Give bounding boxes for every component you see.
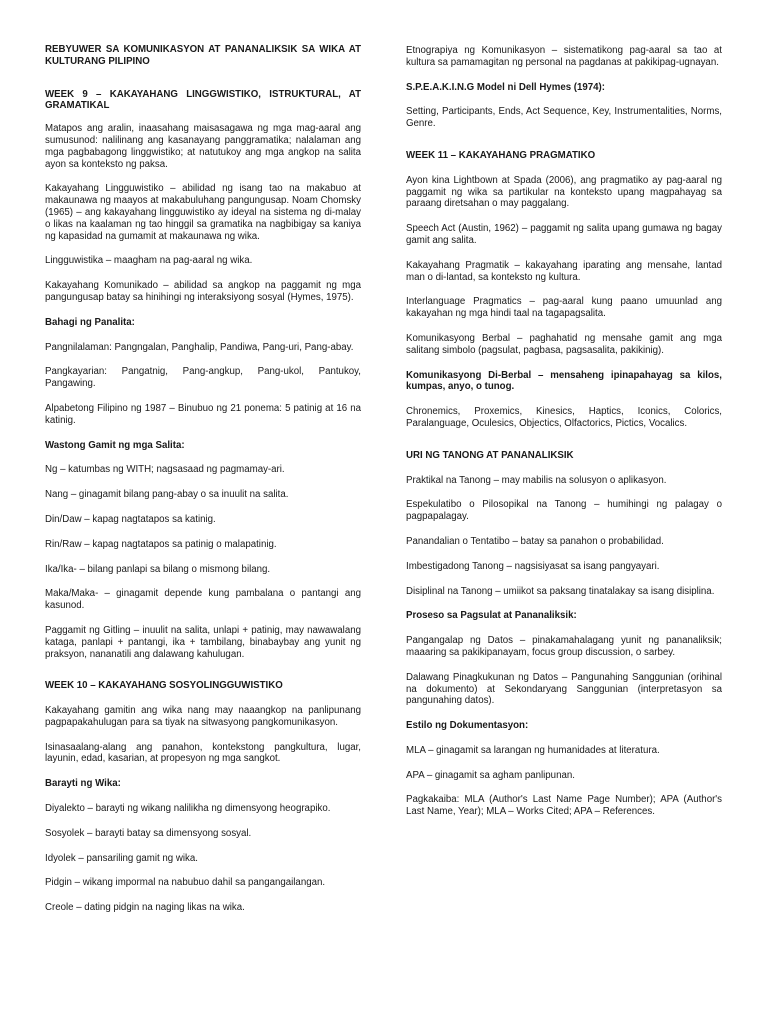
pangangalap-item: Pangangalap ng Datos – pinakamahalagang yunit ng pananaliksik; maaaring sa pakikipanayam, focus group discussion, o sarbey. [406, 635, 722, 658]
ng-item: Ng – katumbas ng WITH; nagsasaad ng pagmamay-ari. [45, 464, 285, 476]
di-berbal-list: Chronemics, Proxemics, Kinesics, Haptics, Iconics, Colorics, Paralanguage, Oculesics, Objectics, Olfactorics, Pictics, Vocalics. [406, 406, 722, 429]
barayti-heading: Barayti ng Wika: [45, 778, 121, 790]
berbal-item: Komunikasyong Berbal – paghahatid ng mensahe gamit ang mga salitang simbolo (pagsulat, pagbasa, pagsasalita, pakikinig). [406, 332, 722, 356]
ika-item: Ika/Ika- – bilang panlapi sa bilang o mismong bilang. [45, 563, 271, 575]
idyolek-item: Idyolek – pansariling gamit ng wika. [45, 852, 198, 864]
uri-heading: URI NG TANONG AT PANANALIKSIK [406, 449, 574, 461]
pragmatik-item: Kakayahang Pragmatik – kakayahang iparating ang mensahe, lantad man o di-lantad, sa konteksto ng kultura. [406, 259, 722, 283]
proseso-heading: Proseso sa Pagsulat at Pananaliksik: [406, 610, 577, 622]
espekulatibo-item: Espekulatibo o Pilosopikal na Tanong – humihingi ng palagay o pagpapalagay. [406, 499, 722, 523]
pagkakaiba-item: Pagkakaiba: MLA (Author's Last Name Page Number); APA (Author's Last Name, Year); MLA – Works Cited; APA – References. [406, 794, 722, 818]
diyalekto-item: Diyalekto – barayti ng wikang nalilikha ng dimensyong heograpiko. [45, 803, 331, 815]
din-daw-item: Din/Daw – kapag nagtatapos sa katinig. [45, 513, 216, 525]
wastong-gamit-heading: Wastong Gamit ng mga Salita: [45, 439, 185, 451]
week10-considerations: Isinasaalang-alang ang panahon, kontekstong pangkultura, lugar, layunin, edad, kasarian, at propesyon ng mga sangkot. [45, 741, 361, 765]
apa-item: APA – ginagamit sa agham panlipunan. [406, 769, 575, 781]
week11-heading: WEEK 11 – KAKAYAHANG PRAGMATIKO [406, 149, 596, 161]
nang-item: Nang – ginagamit bilang pang-abay o sa inuulit na salita. [45, 489, 289, 501]
estilo-heading: Estilo ng Dokumentasyon: [406, 720, 529, 732]
imbestigadong-item: Imbestigadong Tanong – nagsisiyasat sa isang pangyayari. [406, 560, 660, 572]
speaking-list: Setting, Participants, Ends, Act Sequence, Key, Instrumentalities, Norms, Genre. [406, 106, 722, 130]
maka-item: Maka/Maka- – ginagamit depende kung pambalana o pantangi ang kasunod. [45, 588, 361, 612]
sosyolek-item: Sosyolek – barayti batay sa dimensyong sosyal. [45, 827, 252, 839]
lingguwistiko-definition: Kakayahang Lingguwistiko – abilidad ng isang tao na makabuo at makaunawa ng maayos at makabuluhang pangungusap. Noam Chomsky (1965) – ang kakayahang lingguwistiko ay ideyal na sistema ng di-malay o likas na kaalaman ng tao hinggil sa gramatika na nagbibigay sa kaniya ng kapasidad na gumamit at makaunawa ng wika. [45, 183, 361, 242]
etnograpiya-definition: Etnograpiya ng Komunikasyon – sistematikong pag-aaral sa tao at kultura sa pamamagitan ng personal na pagdanas at pakikipag-ugnayan. [406, 45, 722, 68]
speech-act-item: Speech Act (Austin, 1962) – paggamit ng salita upang gumawa ng bagay gamit ang salita. [406, 223, 722, 246]
lingguwistika-definition: Lingguwistika – maagham na pag-aaral ng wika. [45, 255, 253, 267]
creole-item: Creole – dating pidgin na naging likas na wika. [45, 902, 245, 914]
speaking-heading: S.P.E.A.K.I.N.G Model ni Dell Hymes (1974): [406, 81, 606, 93]
alpabeto-item: Alpabetong Filipino ng 1987 – Binubuo ng 21 ponema: 5 patinig at 16 na katinig. [45, 402, 361, 426]
rin-raw-item: Rin/Raw – kapag nagtatapos sa patinig o malapatinig. [45, 538, 277, 550]
di-berbal-item: Komunikasyong Di-Berbal – mensaheng ipinapahayag sa kilos, kumpas, anyo, o tunog. [406, 369, 722, 393]
komunikado-definition: Kakayahang Komunikado – abilidad sa angkop na paggamit ng mga pangungusap batay sa hinihingi ng interaksiyong sosyal (Hymes, 1975). [45, 280, 361, 303]
pidgin-item: Pidgin – wikang impormal na nabubuo dahil sa pangangailangan. [45, 877, 326, 889]
praktikal-item: Praktikal na Tanong – may mabilis na solusyon o aplikasyon. [406, 474, 667, 486]
document-title: REBYUWER SA KOMUNIKASYON AT PANANALIKSIK SA WIKA AT KULTURANG PILIPINO [45, 44, 361, 67]
disiplinal-item: Disiplinal na Tanong – umiikot sa paksang tinatalakay sa isang disiplina. [406, 585, 715, 597]
left-column [45, 44, 361, 927]
week9-intro: Matapos ang aralin, inaasahang maisasagawa ng mga mag-aaral ang sumusunod: nalilinang ang kasanayang panggramatika; nalalaman ang mga pagbabagong linggwistiko; at natutukoy ang mga angkop na salita ayon sa konteksto ng paksa. [45, 123, 361, 170]
mla-item: MLA – ginagamit sa larangan ng humanidades at literatura. [406, 744, 660, 756]
gitling-item: Paggamit ng Gitling – inuulit na salita, unlapi + patinig, may nawawalang kataga, panlapi + pantangi, ika + tambilang, binabaybay ang yunit ng praksyon, nananatili ang dalawang kahulugan. [45, 624, 361, 660]
pangnilalaman-item: Pangnilalaman: Pangngalan, Panghalip, Pandiwa, Pang-uri, Pang-abay. [45, 341, 354, 353]
tentatibo-item: Panandalian o Tentatibo – batay sa panahon o probabilidad. [406, 535, 664, 547]
week9-heading: WEEK 9 – KAKAYAHANG LINGGWISTIKO, ISTRUKTURAL, AT GRAMATIKAL [45, 88, 361, 112]
pangkayarian-item: Pangkayarian: Pangatnig, Pang-angkup, Pang-ukol, Pantukoy, Pangawing. [45, 366, 361, 390]
pinagkukunan-item: Dalawang Pinagkukunan ng Datos – Pangunahing Sanggunian (orihinal na dokumento) at Sekondaryang Sanggunian (interpretasyon sa pangunahing datos). [406, 671, 722, 707]
week10-heading: WEEK 10 – KAKAYAHANG SOSYOLINGGUWISTIKO [45, 680, 283, 692]
right-column [406, 45, 722, 831]
week10-definition: Kakayahang gamitin ang wika nang may naaangkop na panlipunang pagpapakahulugan para sa tiyak na sitwasyong pangkomunikasyon. [45, 705, 361, 728]
lightbown-paragraph: Ayon kina Lightbown at Spada (2006), ang pragmatiko ay pag-aaral ng paggamit ng wika sa partikular na konteksto upang magpahayag sa paraang diretsahan o may paggalang. [406, 174, 722, 210]
bahagi-heading: Bahagi ng Panalita: [45, 316, 135, 328]
interlanguage-item: Interlanguage Pragmatics – pag-aaral kung paano umuunlad ang kakayahan ng mga hindi taal na tagapagsalita. [406, 296, 722, 320]
